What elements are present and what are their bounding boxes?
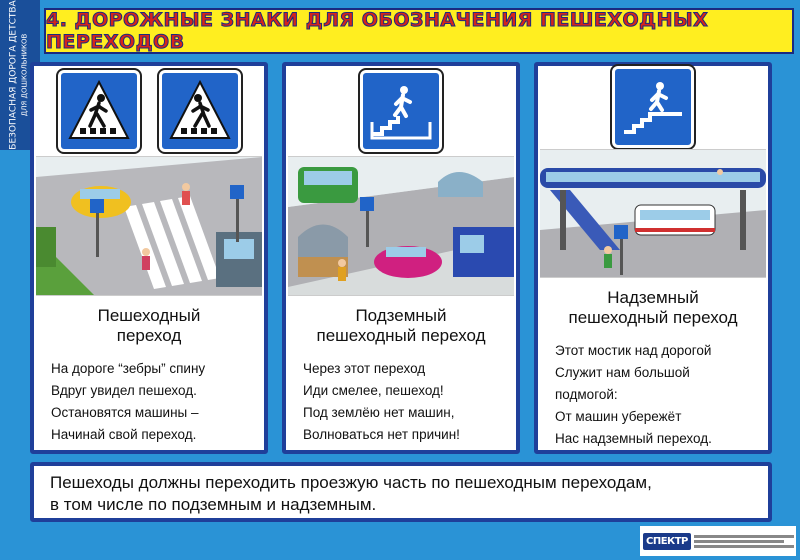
poem-line: На дороге “зебры” спину xyxy=(51,361,206,376)
poem-line: Начинай свой переход. xyxy=(51,427,197,442)
panel-title-line: Подземный xyxy=(355,306,447,325)
poem-line: Служит нам большой подмогой: xyxy=(555,365,690,402)
publisher-logo: СПЕКТР xyxy=(643,533,691,550)
title-bar xyxy=(44,8,794,54)
panel-underground-crossing xyxy=(282,62,520,454)
series-title: БЕЗОПАСНАЯ ДОРОГА ДЕТСТВА xyxy=(9,0,19,150)
underground-illustration xyxy=(288,156,514,296)
poem-line: Остановятся машины – xyxy=(51,405,199,420)
panel-title xyxy=(568,288,737,328)
signs-row xyxy=(286,66,516,156)
poem-line: От машин убережёт xyxy=(555,409,682,424)
poem-line: Волноваться нет причин! xyxy=(303,427,460,442)
overhead-crossing-icon xyxy=(612,66,694,148)
poem-line: Под землёю нет машин, xyxy=(303,405,455,420)
poem-line: Нас надземный переход. xyxy=(555,431,712,446)
panel-title-line: Надземный xyxy=(607,288,699,307)
poem xyxy=(51,358,247,446)
signs-row xyxy=(538,66,768,149)
overpass-illustration xyxy=(540,149,766,278)
poem-line: Этот мостик над дорогой xyxy=(555,343,712,358)
pedestrian-crossing-icon xyxy=(159,70,241,152)
pedestrian-crossing-icon xyxy=(58,70,140,152)
panel-pedestrian-crossing xyxy=(30,62,268,454)
panel-title xyxy=(316,306,485,346)
panel-title-line: Пешеходный xyxy=(97,306,201,325)
rule-text-line: в том числе по подземным и надземным. xyxy=(50,495,377,514)
rule-text-box xyxy=(30,462,772,522)
credit-fine-print xyxy=(694,533,794,550)
underground-crossing-icon xyxy=(360,70,442,152)
poem xyxy=(555,340,751,450)
panel-title-line: пешеходный переход xyxy=(316,326,486,345)
panel-title-line: переход xyxy=(116,326,182,345)
poem-line: Вдруг увидел пешеход. xyxy=(51,383,197,398)
publisher-credits xyxy=(640,526,796,556)
poem-line: Иди смелее, пешеход! xyxy=(303,383,444,398)
series-label xyxy=(9,0,31,149)
crosswalk-illustration xyxy=(36,156,262,296)
page-title: 4. ДОРОЖНЫЕ ЗНАКИ ДЛЯ ОБОЗНАЧЕНИЯ ПЕШЕХОДНЫХ ПЕРЕХОДОВ xyxy=(46,9,709,53)
signs-row xyxy=(34,66,264,156)
panel-overhead-crossing xyxy=(534,62,772,454)
poem xyxy=(303,358,499,446)
series-subtitle: ДЛЯ ДОШКОЛЬНИКОВ xyxy=(21,33,29,117)
rule-text-line: Пешеходы должны переходить проезжую часть по пешеходным переходам, xyxy=(50,473,652,492)
panel-title xyxy=(98,306,201,346)
poem-line: Через этот переход xyxy=(303,361,426,376)
panel-title-line: пешеходный переход xyxy=(568,308,738,327)
